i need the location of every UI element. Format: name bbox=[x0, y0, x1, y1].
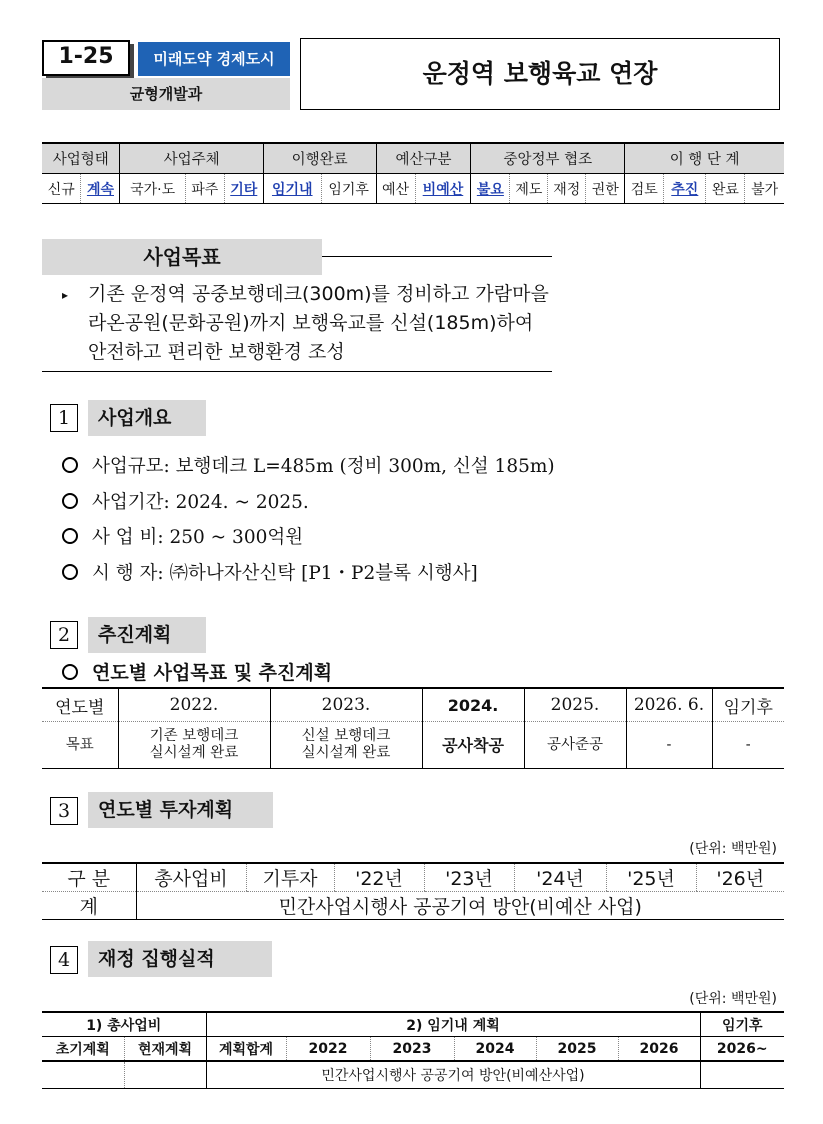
status-cell: 검토 bbox=[630, 181, 658, 198]
plan-goal: 기존 보행데크 실시설계 완료 bbox=[118, 722, 270, 769]
exec-cell bbox=[700, 1061, 784, 1089]
status-cell: 계속 bbox=[86, 181, 114, 198]
plan-goal: 공사준공 bbox=[524, 722, 626, 769]
goal-heading: 사업목표 bbox=[42, 239, 322, 275]
goal-bullet-icon: ▸ bbox=[62, 288, 69, 302]
investment-table bbox=[42, 862, 784, 920]
status-cell: 추진 bbox=[671, 181, 699, 198]
status-cell: 예산 bbox=[382, 181, 410, 198]
status-cell: 임기후 bbox=[328, 181, 369, 198]
overview-item: 사 업 비: 250 ~ 300억원 bbox=[62, 523, 303, 549]
status-group-budget: 예산구분 bbox=[376, 143, 471, 174]
plan-year: 2026. 6. bbox=[626, 688, 712, 722]
circle-bullet-icon bbox=[62, 457, 78, 473]
status-cell: 권한 bbox=[591, 181, 619, 198]
status-cell: 불가 bbox=[751, 181, 779, 198]
exec-group-after: 임기후 bbox=[700, 1012, 784, 1037]
invest-header: '25년 bbox=[606, 863, 696, 892]
plan-goal-head: 목표 bbox=[42, 722, 118, 769]
project-code: 1-25 bbox=[42, 40, 130, 76]
status-cell: 비예산 bbox=[422, 181, 464, 198]
invest-header: '24년 bbox=[514, 863, 606, 892]
exec-group-term: 2) 임기내 계획 bbox=[206, 1012, 700, 1037]
exec-cell bbox=[42, 1061, 124, 1089]
exec-col: 초기계획 bbox=[42, 1037, 124, 1062]
exec-cell bbox=[124, 1061, 206, 1089]
invest-header: 기투자 bbox=[246, 863, 334, 892]
section-number: 3 bbox=[50, 797, 78, 825]
plan-goal: - bbox=[626, 722, 712, 769]
status-group-stage: 이 행 단 계 bbox=[625, 143, 784, 174]
section-number: 1 bbox=[50, 404, 78, 432]
status-group-central-gov: 중앙정부 협조 bbox=[471, 143, 625, 174]
status-group-type: 사업형태 bbox=[42, 143, 120, 174]
overview-item: 시 행 자: ㈜하나자산신탁 [P1・P2블록 시행사] bbox=[62, 559, 478, 585]
plan-year: 2023. bbox=[270, 688, 422, 722]
goal-divider-top bbox=[322, 256, 552, 257]
exec-col: 2025 bbox=[536, 1037, 618, 1062]
section-title: 연도별 투자계획 bbox=[88, 792, 273, 828]
city-vision-tag: 미래도약 경제도시 bbox=[138, 42, 290, 76]
exec-col: 현재계획 bbox=[124, 1037, 206, 1062]
invest-header: 총사업비 bbox=[136, 863, 246, 892]
status-cell: 신규 bbox=[47, 181, 75, 198]
invest-row-label: 계 bbox=[42, 892, 136, 920]
status-cell: 제도 bbox=[515, 181, 543, 198]
section-number: 4 bbox=[50, 946, 78, 974]
exec-col: 2023 bbox=[370, 1037, 454, 1062]
status-table bbox=[42, 142, 784, 204]
goal-line: 라온공원(문화공원)까지 보행육교를 신설(185m)하여 bbox=[88, 312, 534, 334]
exec-col: 계획합계 bbox=[206, 1037, 286, 1062]
status-cell: 불요 bbox=[476, 181, 504, 198]
status-cell: 임기내 bbox=[271, 181, 313, 198]
plan-row-head: 연도별 bbox=[42, 688, 118, 722]
page-title: 운정역 보행육교 연장 bbox=[300, 38, 780, 110]
status-cell: 파주 bbox=[191, 181, 219, 198]
plan-goal: 공사착공 bbox=[422, 722, 524, 769]
exec-col: 2026 bbox=[618, 1037, 700, 1062]
plan-goal: - bbox=[712, 722, 784, 769]
circle-bullet-icon bbox=[62, 493, 78, 509]
plan-year: 임기후 bbox=[712, 688, 784, 722]
exec-col: 2026~ bbox=[700, 1037, 784, 1062]
exec-group-total: 1) 총사업비 bbox=[42, 1012, 206, 1037]
circle-bullet-icon bbox=[62, 664, 78, 680]
execution-table bbox=[42, 1011, 784, 1089]
unit-label: (단위: 백만원) bbox=[689, 841, 777, 857]
plan-goal: 신설 보행데크 실시설계 완료 bbox=[270, 722, 422, 769]
overview-item: 사업기간: 2024. ~ 2025. bbox=[62, 488, 309, 514]
status-group-agent: 사업주체 bbox=[120, 143, 263, 174]
invest-header: 구 분 bbox=[42, 863, 136, 892]
goal-text bbox=[88, 280, 568, 367]
status-cell: 기타 bbox=[230, 181, 258, 198]
plan-year: 2025. bbox=[524, 688, 626, 722]
department-label: 균형개발과 bbox=[42, 78, 290, 110]
exec-col: 2022 bbox=[286, 1037, 370, 1062]
goal-divider-bottom bbox=[42, 371, 552, 372]
year-plan-table bbox=[42, 687, 784, 769]
unit-label: (단위: 백만원) bbox=[689, 991, 777, 1007]
status-cell: 국가·도 bbox=[130, 181, 176, 198]
status-cell: 완료 bbox=[711, 181, 739, 198]
circle-bullet-icon bbox=[62, 564, 78, 580]
overview-item: 사업규모: 보행데크 L=485m (정비 300m, 신설 185m) bbox=[62, 452, 555, 478]
section-number: 2 bbox=[50, 621, 78, 649]
invest-header: '23년 bbox=[424, 863, 514, 892]
goal-line: 안전하고 편리한 보행환경 조성 bbox=[88, 341, 345, 363]
status-group-completion: 이행완료 bbox=[263, 143, 376, 174]
exec-col: 2024 bbox=[454, 1037, 536, 1062]
plan-year: 2024. bbox=[422, 688, 524, 722]
section-title: 재정 집행실적 bbox=[88, 941, 272, 977]
goal-line: 기존 운정역 공중보행데크(300m)를 정비하고 가람마을 bbox=[88, 283, 549, 305]
invest-header: '22년 bbox=[334, 863, 424, 892]
exec-row-value: 민간사업시행사 공공기여 방안(비예산사업) bbox=[206, 1061, 700, 1089]
plan-year: 2022. bbox=[118, 688, 270, 722]
status-cell: 재정 bbox=[553, 181, 581, 198]
section-title: 사업개요 bbox=[88, 400, 206, 436]
section-title: 추진계획 bbox=[88, 617, 206, 653]
invest-header: '26년 bbox=[696, 863, 784, 892]
invest-row-value: 민간사업시행사 공공기여 방안(비예산 사업) bbox=[136, 892, 784, 920]
plan-subtitle: 연도별 사업목표 및 추진계획 bbox=[62, 658, 332, 685]
circle-bullet-icon bbox=[62, 528, 78, 544]
